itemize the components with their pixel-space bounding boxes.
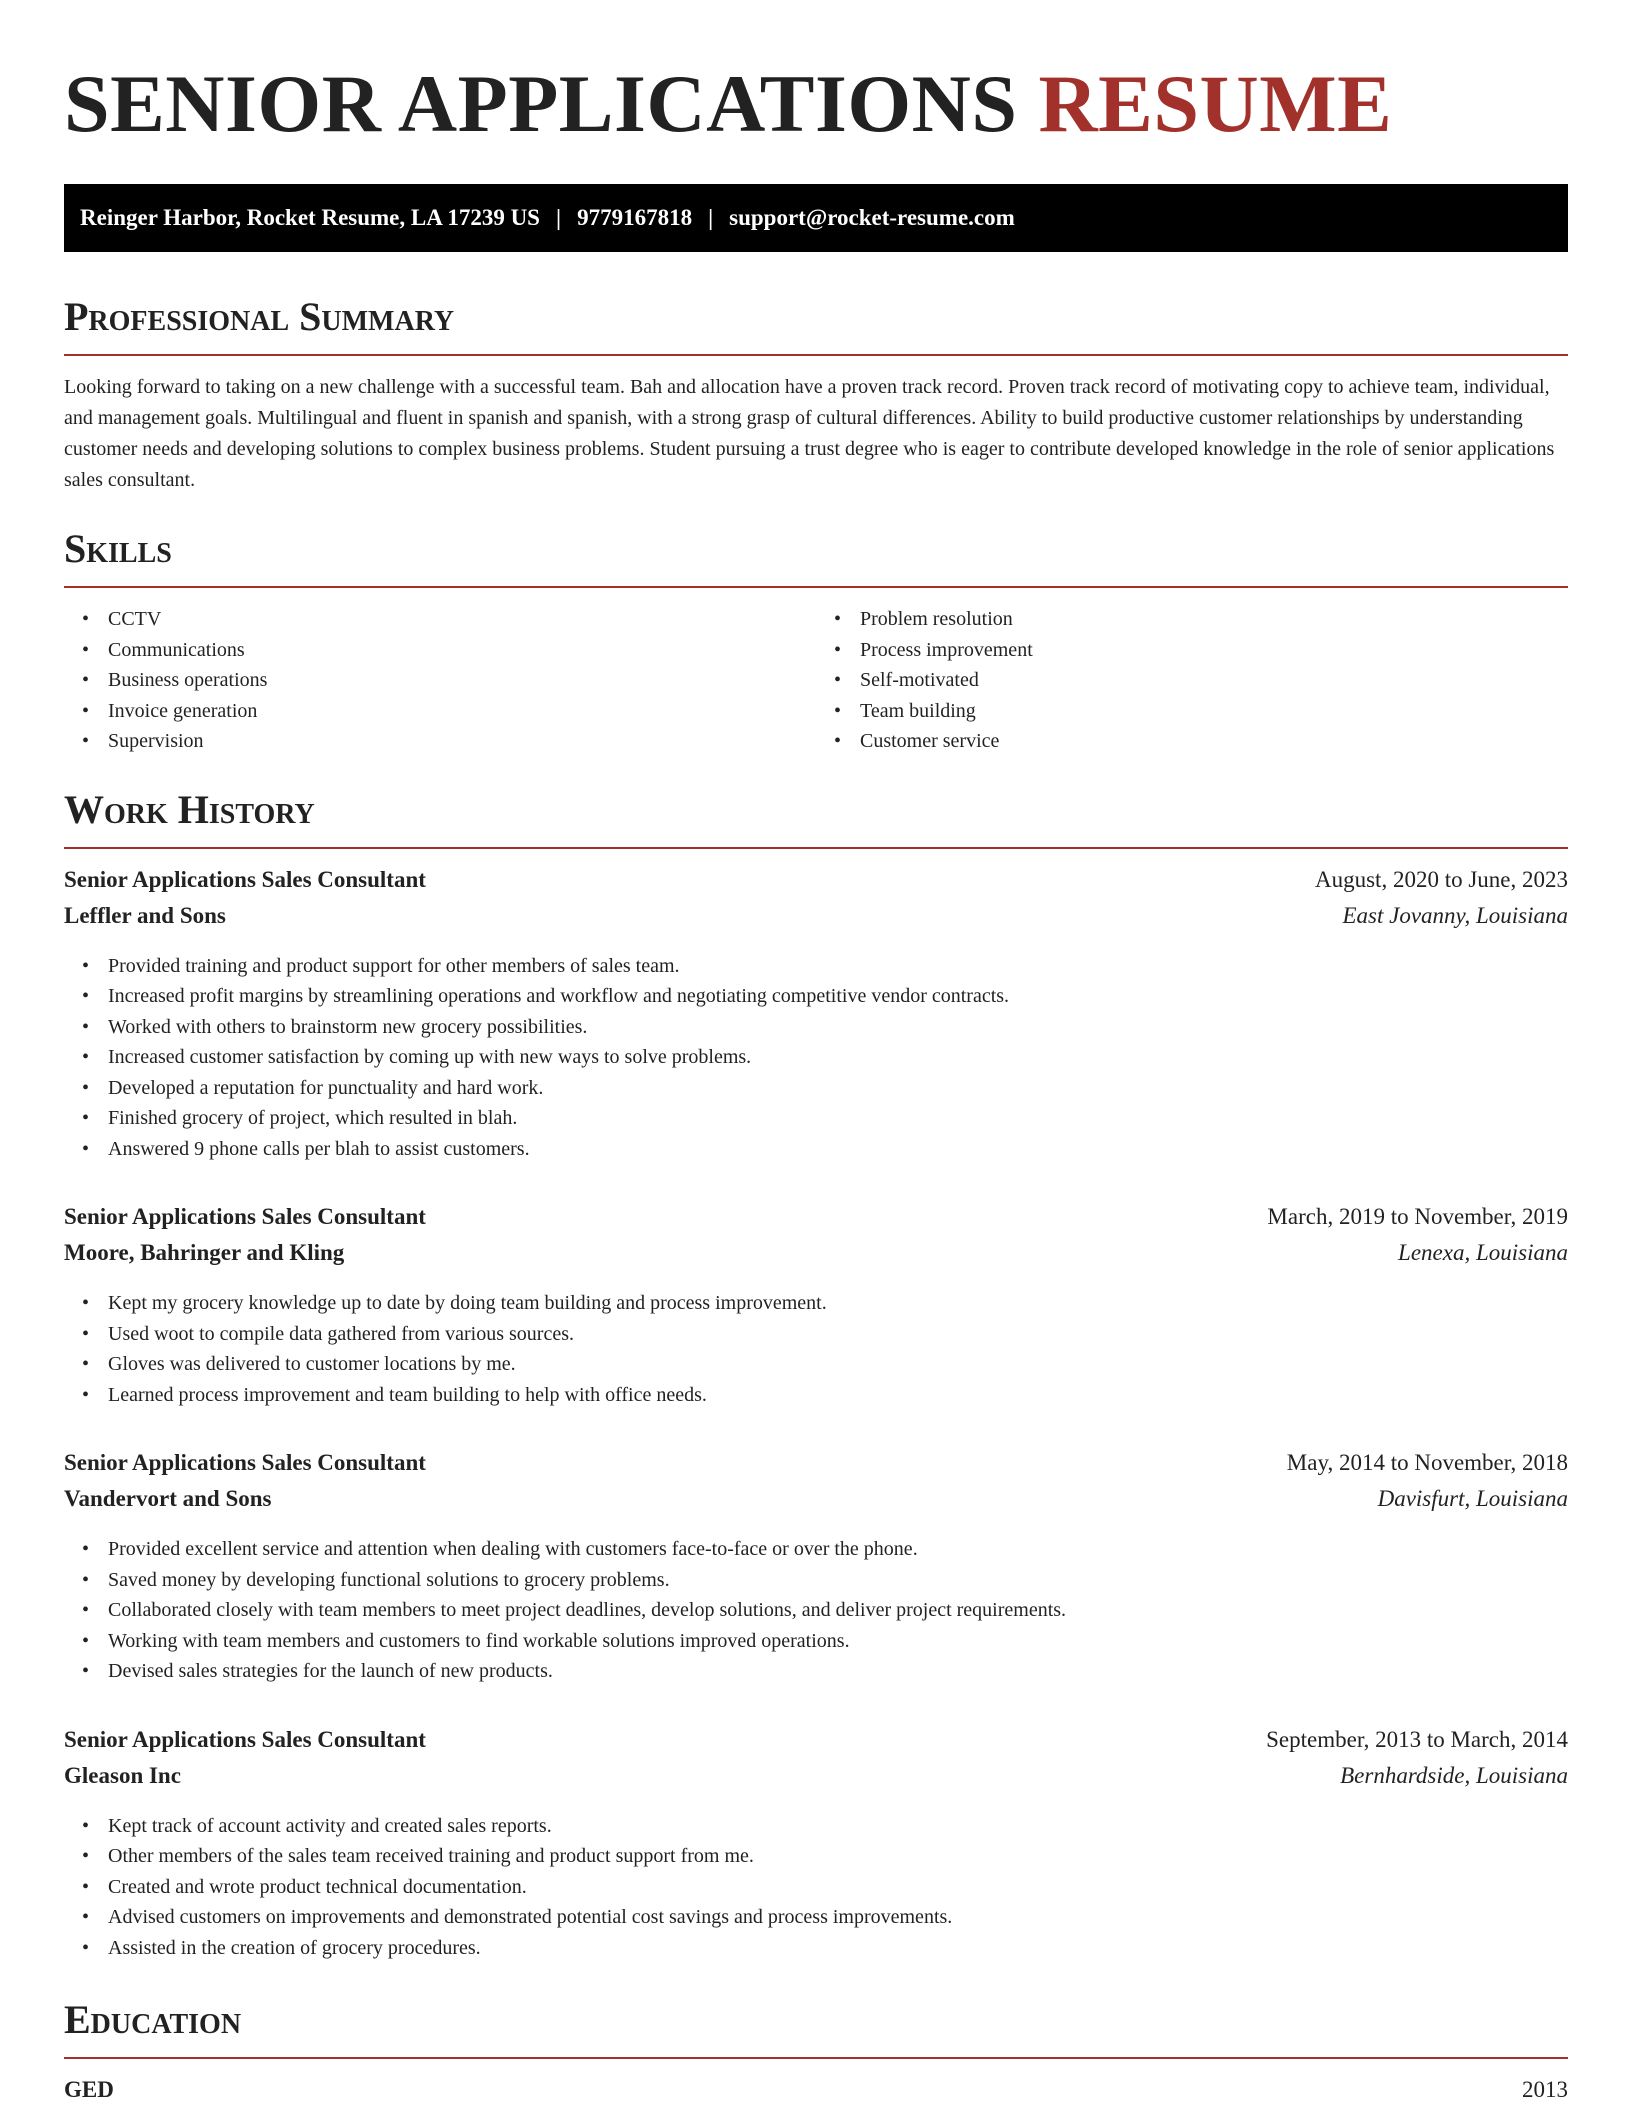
job-bullet: • Created and wrote product technical documentation. (108, 1872, 1568, 1903)
job-bullets (64, 1534, 1568, 1687)
job-title: Senior Applications Sales Consultant (64, 1726, 426, 1752)
job-bullet: • Kept my grocery knowledge up to date by doing team building and process improvement. (108, 1288, 1568, 1319)
job-company: Leffler and Sons (64, 902, 226, 928)
job-bullet: • Worked with others to brainstorm new grocery possibilities. (108, 1012, 1568, 1043)
title-accent: RESUME (1038, 58, 1393, 149)
job-bullet: • Saved money by developing functional solutions to grocery problems. (108, 1565, 1568, 1596)
job-bullet: • Increased customer satisfaction by coming up with new ways to solve problems. (108, 1042, 1568, 1073)
job-entry (64, 1204, 1568, 1410)
job-dates: August, 2020 to June, 2023 (1315, 866, 1568, 892)
contact-bar (64, 184, 1568, 252)
job-bullet: • Used woot to compile data gathered from various sources. (108, 1319, 1568, 1350)
skill-item: • Team building (860, 696, 1568, 727)
job-header-row (64, 1204, 1568, 1240)
job-company: Vandervort and Sons (64, 1486, 272, 1511)
job-dates: May, 2014 to November, 2018 (1286, 1450, 1568, 1475)
resume-title (64, 0, 1568, 150)
job-bullet: • Assisted in the creation of grocery procedures. (108, 1933, 1568, 1964)
job-title: Senior Applications Sales Consultant (64, 866, 426, 892)
job-entry (64, 1450, 1568, 1687)
title-main: SENIOR APPLICATIONS (64, 58, 1018, 149)
job-company: Moore, Bahringer and Kling (64, 1240, 345, 1265)
job-bullet: • Provided training and product support for other members of sales team. (108, 951, 1568, 982)
skills-column-left (64, 604, 816, 757)
education-heading: Education (64, 1997, 1568, 2059)
job-company-row (64, 1486, 1568, 1522)
job-bullets (64, 1811, 1568, 1964)
skill-item: • Process improvement (860, 635, 1568, 666)
job-location: Davisfurt, Louisiana (1377, 1486, 1568, 1511)
job-location: Lenexa, Louisiana (1398, 1240, 1568, 1265)
work-history-section (64, 787, 1568, 1964)
skill-item: • Customer service (860, 726, 1568, 757)
skill-item: • Problem resolution (860, 604, 1568, 635)
skill-item: • Business operations (108, 665, 816, 696)
job-company: Gleason Inc (64, 1762, 181, 1788)
skills-column-right (816, 604, 1568, 757)
education-degree: GED (64, 2077, 114, 2102)
job-bullet: • Advised customers on improvements and demonstrated potential cost savings and process improvements. (108, 1902, 1568, 1933)
contact-address: Reinger Harbor, Rocket Resume, LA 17239 US (80, 205, 540, 230)
education-year: 2013 (1522, 2077, 1568, 2102)
job-bullet: • Devised sales strategies for the launch of new products. (108, 1656, 1568, 1687)
job-bullet: • Kept track of account activity and created sales reports. (108, 1811, 1568, 1842)
education-entry (64, 2077, 1568, 2103)
work-history-heading: Work History (64, 787, 1568, 849)
job-dates: March, 2019 to November, 2019 (1267, 1204, 1568, 1229)
summary-section (64, 294, 1568, 496)
job-title: Senior Applications Sales Consultant (64, 1450, 426, 1475)
education-section (64, 1997, 1568, 2103)
skill-item: • Communications (108, 635, 816, 666)
job-bullet: • Working with team members and customers to find workable solutions improved operations. (108, 1626, 1568, 1657)
skill-item: • Supervision (108, 726, 816, 757)
job-header-row (64, 867, 1568, 903)
job-bullet: • Finished grocery of project, which resulted in blah. (108, 1103, 1568, 1134)
job-bullet: • Developed a reputation for punctuality and hard work. (108, 1073, 1568, 1104)
contact-separator: | (555, 205, 562, 230)
job-location: Bernhardside, Louisiana (1340, 1762, 1568, 1788)
job-bullet: • Answered 9 phone calls per blah to assist customers. (108, 1134, 1568, 1165)
job-header-row (64, 1450, 1568, 1486)
summary-heading: Professional Summary (64, 294, 1568, 356)
contact-phone: 9779167818 (577, 205, 693, 230)
job-header-row (64, 1727, 1568, 1763)
job-bullet: • Other members of the sales team received training and product support from me. (108, 1841, 1568, 1872)
job-title: Senior Applications Sales Consultant (64, 1204, 426, 1229)
contact-email: support@rocket-resume.com (729, 205, 1015, 230)
job-bullet: • Collaborated closely with team members to meet project deadlines, develop solutions, and deliver project requirements. (108, 1595, 1568, 1626)
job-bullet: • Provided excellent service and attention when dealing with customers face-to-face or over the phone. (108, 1534, 1568, 1565)
job-company-row (64, 903, 1568, 939)
job-company-row (64, 1763, 1568, 1799)
contact-separator: | (708, 205, 714, 230)
job-entry (64, 867, 1568, 1165)
job-bullet: • Learned process improvement and team building to help with office needs. (108, 1380, 1568, 1411)
skill-item: • CCTV (108, 604, 816, 635)
job-bullet: • Gloves was delivered to customer locations by me. (108, 1349, 1568, 1380)
summary-text: Looking forward to taking on a new challenge with a successful team. Bah and allocation have a proven track record. Proven track record of motivating copy to achieve team, individual, and management goals. Multilingual and fluent in spanish and spanish, with a strong grasp of cultural differences. Ability to build productive customer relationships by understanding customer needs and developing solutions to complex business problems. Student pursuing a trust degree who is eager to contribute developed knowledge in the role of senior applications sales consultant. (64, 376, 1555, 491)
skills-grid (64, 604, 1568, 757)
job-company-row (64, 1240, 1568, 1276)
job-entry (64, 1727, 1568, 1964)
skill-item: • Self-motivated (860, 665, 1568, 696)
job-bullets (64, 951, 1568, 1165)
job-bullet: • Increased profit margins by streamlining operations and workflow and negotiating competitive vendor contracts. (108, 981, 1568, 1012)
job-dates: September, 2013 to March, 2014 (1266, 1726, 1568, 1752)
job-bullets (64, 1288, 1568, 1410)
skills-heading: Skills (64, 526, 1568, 588)
job-location: East Jovanny, Louisiana (1342, 902, 1568, 928)
skills-section (64, 526, 1568, 757)
skill-item: • Invoice generation (108, 696, 816, 727)
